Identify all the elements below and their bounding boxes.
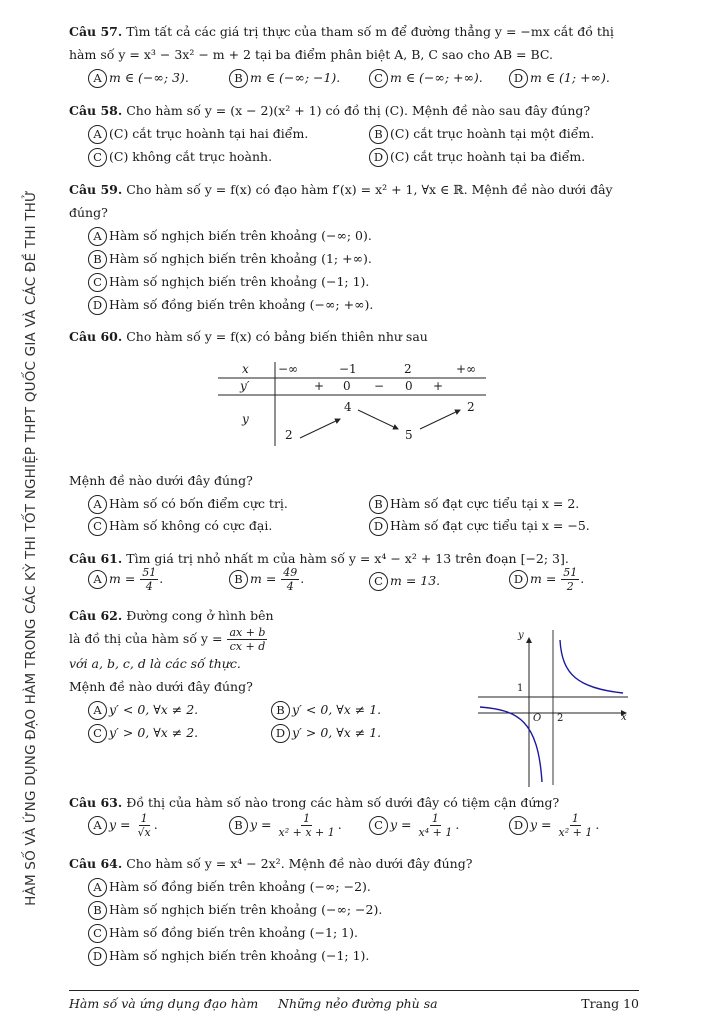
question-text: Tìm giá trị nhỏ nhất m của hàm số y = x⁴ − x² + 13 trên đoạn [−2; 3]. — [126, 551, 569, 566]
option-b[interactable]: B y = $\frac{1}{\text{x² + x + 1}}$ . — [229, 812, 342, 839]
question-number: Câu 61. — [69, 551, 123, 566]
option-b[interactable]: B Hàm số đạt cực tiểu tại x = 2. — [369, 493, 579, 515]
variation-table — [218, 362, 488, 447]
option-d[interactable]: D y′ > 0, ∀x ≠ 1. — [271, 722, 381, 744]
option-c[interactable]: C m ∈ (−∞; +∞). — [369, 67, 483, 89]
question-59 — [69, 178, 639, 224]
table-y-value: 4 — [344, 400, 352, 414]
option-c[interactable]: C m = 13. — [369, 570, 440, 592]
option-a[interactable]: A Hàm số đồng biến trên khoảng (−∞; −2). — [88, 876, 371, 898]
question-text: Đường cong ở hình bên — [126, 608, 274, 623]
option-c[interactable]: C (C) không cắt trục hoành. — [88, 146, 272, 168]
page-footer — [69, 990, 639, 1011]
question-text: Cho hàm số y = x⁴ − 2x². Mệnh đề nào dưới đây đúng? — [126, 856, 473, 871]
graph-curves — [478, 630, 633, 790]
question-number: Câu 57. — [69, 24, 123, 39]
axis-y-label: y — [518, 630, 524, 641]
question-text: hàm số y = x³ − 3x² − m + 2 tại ba điểm phân biệt A, B, C sao cho AB = BC. — [69, 47, 553, 62]
sidebar-title: HÀM SỐ VÀ ỨNG DỤNG ĐẠO HÀM TRONG CÁC KỲ THI TỐT NGHIỆP THPT QUỐC GIA VÀ CÁC ĐỀ THI THỬ — [23, 190, 39, 906]
page-number: Trang 10 — [581, 996, 639, 1011]
question-number: Câu 63. — [69, 795, 123, 810]
option-b[interactable]: B Hàm số nghịch biến trên khoảng (−∞; −2). — [88, 899, 382, 921]
question-number: Câu 58. — [69, 103, 123, 118]
table-yp-value: − — [374, 379, 385, 393]
table-yp-value: + — [314, 379, 325, 393]
table-yp-value: + — [433, 379, 444, 393]
option-b[interactable]: B y′ < 0, ∀x ≠ 1. — [271, 699, 381, 721]
table-x-value: 2 — [404, 362, 412, 376]
option-a[interactable]: A y′ < 0, ∀x ≠ 2. — [88, 699, 198, 721]
option-c[interactable]: C y′ > 0, ∀x ≠ 2. — [88, 722, 198, 744]
option-c[interactable]: C Hàm số đồng biến trên khoảng (−1; 1). — [88, 922, 358, 944]
tick-label-y1: 1 — [517, 683, 524, 694]
option-a[interactable]: A Hàm số có bốn điểm cực trị. — [88, 493, 288, 515]
question-text: Đồ thị của hàm số nào trong các hàm số dưới đây có tiệm cận đứng? — [126, 795, 560, 810]
question-62-prompt: Mệnh đề nào dưới đây đúng? — [69, 679, 253, 694]
table-y-value: 2 — [285, 428, 293, 442]
option-a[interactable]: A (C) cắt trục hoành tại hai điểm. — [88, 123, 308, 145]
option-b[interactable]: B m ∈ (−∞; −1). — [229, 67, 340, 89]
footer-mid: Những nẻo đường phù sa — [278, 996, 438, 1011]
option-d[interactable]: D (C) cắt trục hoành tại ba điểm. — [369, 146, 585, 168]
question-text: Cho hàm số y = (x − 2)(x² + 1) có đồ thị (C). Mệnh đề nào sau đây đúng? — [126, 103, 591, 118]
option-b[interactable]: B (C) cắt trục hoành tại một điểm. — [369, 123, 594, 145]
option-b[interactable]: B m = $\frac{49}{4}$ . — [229, 566, 304, 593]
option-b[interactable]: B Hàm số nghịch biến trên khoảng (1; +∞). — [88, 248, 372, 270]
question-60 — [69, 325, 639, 348]
table-y-value: 5 — [405, 428, 413, 442]
sidebar — [0, 0, 60, 1024]
question-number: Câu 62. — [69, 608, 123, 623]
origin-label: O — [533, 713, 542, 724]
question-number: Câu 59. — [69, 182, 123, 197]
option-d[interactable]: D Hàm số nghịch biến trên khoảng (−1; 1). — [88, 945, 369, 967]
question-60-prompt: Mệnh đề nào dưới đây đúng? — [69, 473, 253, 488]
table-x-value: −1 — [339, 362, 357, 376]
table-yp-value: 0 — [405, 379, 413, 393]
question-62-function: là đồ thị của hàm số y = $\frac{ax + b}{cx + d}$ — [69, 626, 266, 653]
table-y-label: y — [242, 412, 249, 426]
table-yp-value: 0 — [343, 379, 351, 393]
option-d[interactable]: D Hàm số đạt cực tiểu tại x = −5. — [369, 515, 590, 537]
axis-x-label: x — [621, 712, 627, 723]
option-c[interactable]: C Hàm số không có cực đại. — [88, 515, 272, 537]
question-number: Câu 64. — [69, 856, 123, 871]
question-63 — [69, 791, 639, 814]
tick-label-x2: 2 — [557, 713, 564, 724]
option-a[interactable]: A Hàm số nghịch biến trên khoảng (−∞; 0). — [88, 225, 372, 247]
option-d[interactable]: D Hàm số đồng biến trên khoảng (−∞; +∞). — [88, 294, 373, 316]
table-y-value: 2 — [467, 400, 475, 414]
question-number: Câu 60. — [69, 329, 123, 344]
table-x-label: x — [242, 362, 249, 376]
option-a[interactable]: A m ∈ (−∞; 3). — [88, 67, 189, 89]
question-text: Tìm tất cả các giá trị thực của tham số m để đường thẳng y = −mx cắt đồ thị — [126, 24, 614, 39]
footer-left: Hàm số và ứng dụng đạo hàm — [69, 996, 259, 1011]
option-c[interactable]: C Hàm số nghịch biến trên khoảng (−1; 1). — [88, 271, 369, 293]
question-62-text3: với a, b, c, d là các số thực. — [69, 656, 241, 671]
function-graph — [478, 630, 633, 790]
question-text: Cho hàm số y = f(x) có bảng biến thiên như sau — [126, 329, 428, 344]
question-text: đúng? — [69, 205, 108, 220]
question-58 — [69, 99, 639, 122]
option-d[interactable]: D m ∈ (1; +∞). — [509, 67, 610, 89]
option-c[interactable]: C y = $\frac{1}{\text{x⁴ + 1}}$ . — [369, 812, 459, 839]
question-62 — [69, 604, 299, 627]
table-x-value: +∞ — [456, 362, 477, 376]
option-d[interactable]: D m = $\frac{51}{2}$ . — [509, 566, 584, 593]
option-a[interactable]: A y = $\frac{1}{√x}$ . — [88, 812, 158, 839]
option-d[interactable]: D y = $\frac{1}{\text{x² + 1}}$ . — [509, 812, 599, 839]
question-text: Cho hàm số y = f(x) có đạo hàm f′(x) = x² + 1, ∀x ∈ ℝ. Mệnh đề nào dưới đây — [126, 182, 613, 197]
table-yp-label: y′ — [240, 379, 250, 393]
option-a[interactable]: A m = $\frac{51}{4}$ . — [88, 566, 163, 593]
table-x-value: −∞ — [278, 362, 299, 376]
question-64 — [69, 852, 639, 875]
question-57 — [69, 20, 639, 66]
